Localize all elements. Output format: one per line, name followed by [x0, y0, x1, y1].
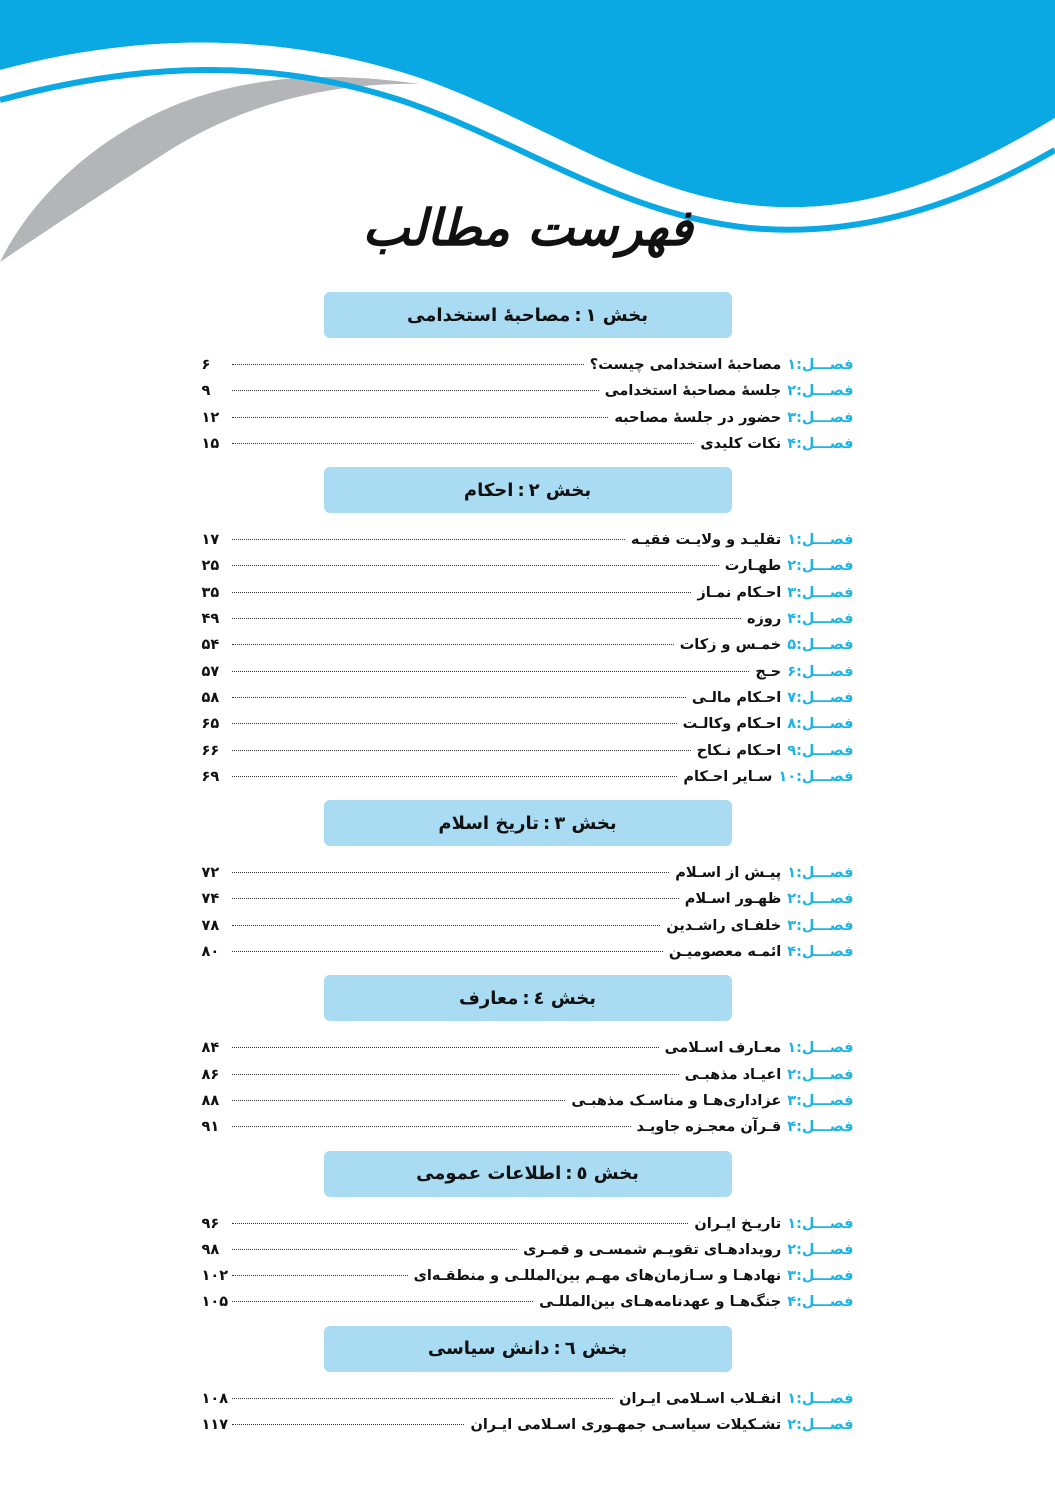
dot-leader	[232, 417, 609, 418]
chapter-title: خلفـای راشـدین	[666, 917, 782, 934]
toc-section	[0, 975, 1055, 1140]
chapter-title: مصاحبهٔ استخدامی چیست؟	[589, 357, 782, 373]
section-label: بخش ۱	[585, 304, 648, 326]
dot-leader	[232, 1126, 631, 1127]
chapter-label: فصـــل	[801, 357, 854, 373]
dot-leader	[232, 697, 686, 698]
chapter-title: احـکام وکالـت	[682, 716, 782, 733]
chapter-title: ظهـور اسـلام	[684, 891, 782, 908]
chapter-number: ۱:	[787, 357, 802, 373]
dot-leader	[232, 364, 584, 365]
chapter-label: فصـــل	[801, 1268, 854, 1285]
section-separator: :	[542, 812, 551, 834]
dot-leader	[232, 592, 692, 593]
chapter-title: تشـکیلات سیاسـی جمهـوری اسـلامی ایـران	[470, 1417, 782, 1434]
section-separator: :	[517, 479, 525, 501]
section-name: اطلاعات عمومی	[416, 1163, 562, 1185]
chapter-number: ۳:	[787, 917, 802, 934]
chapter-number: ۵:	[787, 637, 802, 654]
dot-leader	[232, 390, 599, 391]
toc-entry[interactable]	[202, 913, 854, 939]
section-header	[324, 467, 732, 513]
chapter-label: فصـــل	[801, 891, 854, 908]
dot-leader	[232, 1223, 689, 1224]
chapter-number: ۳:	[787, 1092, 802, 1109]
section-separator: :	[574, 304, 582, 326]
section-separator: :	[565, 1163, 573, 1185]
toc-entry[interactable]	[202, 405, 854, 431]
dot-leader	[232, 565, 719, 566]
toc-section	[0, 1151, 1055, 1316]
dot-leader	[232, 618, 741, 619]
chapter-title: احـکام نـکاح	[696, 742, 782, 759]
chapter-number: ۲:	[787, 1241, 802, 1258]
chapter-title: طهـارت	[724, 558, 782, 575]
section-name: تاریخ اسلام	[438, 812, 539, 834]
dot-leader	[232, 1275, 408, 1276]
chapter-label: فصـــل	[801, 1119, 854, 1136]
chapter-title: قـرآن معجـزه جاویـد	[636, 1119, 782, 1136]
toc-entry[interactable]	[202, 1035, 854, 1061]
chapter-label: فصـــل	[801, 1390, 854, 1407]
chapter-title: سـایر احـکام	[683, 768, 773, 785]
toc-entry[interactable]	[202, 685, 854, 711]
toc-entry[interactable]	[202, 711, 854, 737]
dot-leader	[232, 1074, 679, 1075]
toc-section	[0, 800, 1055, 965]
chapter-number: ۷:	[787, 689, 802, 706]
chapter-label: فصـــل	[801, 435, 854, 452]
wave-blue-fill	[0, 0, 1055, 207]
chapter-label: فصـــل	[801, 865, 854, 882]
section-header	[324, 975, 732, 1021]
section-header	[324, 800, 732, 846]
page-number: ۵۷	[201, 663, 220, 680]
dot-leader	[232, 872, 670, 873]
dot-leader	[232, 723, 677, 724]
chapter-label: فصـــل	[801, 1066, 854, 1083]
chapter-label: فصـــل	[801, 1241, 854, 1258]
chapter-number: ۲:	[787, 891, 802, 908]
dot-leader	[232, 1424, 465, 1425]
chapter-title: رویدادهـای تقویـم شمسـی و قمـری	[523, 1241, 782, 1258]
chapter-label: فصـــل	[801, 558, 854, 575]
toc-entry[interactable]	[202, 1211, 854, 1237]
chapter-label: فصـــل	[801, 663, 854, 680]
chapter-number: ۱:	[787, 1390, 802, 1407]
page-number: ۱۰۵	[201, 1294, 229, 1311]
chapter-label: فصـــل	[801, 383, 854, 400]
toc-entry[interactable]	[202, 378, 854, 404]
chapter-label: فصـــل	[801, 409, 854, 426]
dot-leader	[232, 1398, 614, 1399]
section-name: مصاحبهٔ استخدامی	[407, 304, 571, 326]
dot-leader	[232, 644, 674, 645]
toc-entry[interactable]	[202, 606, 854, 632]
chapter-number: ۲:	[787, 1417, 802, 1434]
chapter-number: ۳:	[787, 409, 802, 426]
chapter-label: فصـــل	[801, 716, 854, 733]
chapter-title: انقـلاب اسـلامی ایـران	[619, 1390, 782, 1407]
dot-leader	[232, 539, 625, 540]
section-name: احکام	[463, 479, 514, 501]
dot-leader	[232, 898, 679, 899]
toc-entry[interactable]	[202, 1088, 854, 1114]
page-number: ۸۴	[201, 1040, 220, 1057]
page-number: ۵۴	[201, 637, 220, 654]
chapter-title: پیـش از اسـلام	[675, 865, 782, 882]
section-label: بخش ۳	[554, 812, 617, 834]
chapter-number: ۴:	[787, 1294, 802, 1311]
chapter-title: حضور در جلسهٔ مصاحبه	[614, 409, 782, 426]
toc-entry[interactable]	[202, 632, 854, 658]
chapter-title: جلسهٔ مصاحبهٔ استخدامی	[604, 383, 782, 400]
page-number: ۷۸	[201, 917, 220, 934]
section-name: معارف	[459, 987, 519, 1009]
chapter-title: عزاداری‌هـا و مناسـک مذهبـی	[571, 1092, 782, 1109]
toc-section	[0, 1326, 1055, 1439]
dot-leader	[232, 750, 691, 751]
section-label: بخش ٦	[564, 1338, 628, 1360]
chapter-label: فصـــل	[801, 611, 854, 628]
toc-entry[interactable]	[202, 1412, 854, 1438]
toc-entry[interactable]	[202, 1289, 854, 1315]
toc-entry[interactable]	[202, 1062, 854, 1088]
chapter-label: فصـــل	[801, 742, 854, 759]
chapter-title: احـکام مالـی	[691, 689, 782, 706]
section-label: بخش ٥	[576, 1163, 639, 1185]
page-title: فهرست مطالب	[362, 198, 693, 257]
chapter-label: فصـــل	[801, 1294, 854, 1311]
section-label: بخش ۲	[528, 479, 592, 501]
chapter-title: تقلیـد و ولایـت فقیـه	[630, 532, 782, 549]
section-separator: :	[522, 987, 530, 1009]
chapter-number: ۱:	[787, 865, 802, 882]
section-name: دانش سیاسی	[427, 1338, 550, 1360]
chapter-title: احـکام نمـاز	[697, 584, 782, 601]
toc-section	[0, 292, 1055, 457]
page-number: ۹	[201, 383, 211, 400]
chapter-title: خمـس و زکات	[679, 637, 782, 654]
toc-entry[interactable]	[202, 860, 854, 886]
chapter-number: ۹:	[787, 742, 802, 759]
chapter-number: ۲:	[787, 1066, 802, 1083]
page-number: ۱۱۷	[201, 1417, 229, 1434]
dot-leader	[232, 1047, 659, 1048]
chapter-label: فصـــل	[801, 768, 854, 785]
chapter-label: فصـــل	[801, 584, 854, 601]
chapter-number: ۱:	[787, 1215, 802, 1232]
chapter-number: ۱:	[787, 1040, 802, 1057]
page-number: ۱۰۸	[201, 1390, 229, 1407]
chapter-title: نهادهـا و سـازمان‌های مهـم بین‌المللـی و منطقـه‌ای	[413, 1268, 782, 1285]
page-number: ۷۴	[201, 891, 220, 908]
toc-entry[interactable]	[202, 764, 854, 790]
table-of-contents	[0, 292, 1055, 1448]
dot-leader	[232, 1301, 534, 1302]
page-number: ۱۵	[201, 435, 220, 452]
toc-entry[interactable]	[202, 886, 854, 912]
chapter-label: فصـــل	[801, 917, 854, 934]
page-number: ۹۱	[201, 1119, 220, 1136]
section-header	[324, 1326, 732, 1372]
dot-leader	[232, 443, 695, 444]
chapter-title: ائمـه معصومیـن	[668, 944, 782, 961]
chapter-number: ۳:	[787, 1268, 802, 1285]
section-separator: :	[553, 1338, 561, 1360]
chapter-label: فصـــل	[801, 532, 854, 549]
chapter-number: ۴:	[787, 611, 802, 628]
page-number: ۸۶	[201, 1066, 220, 1083]
toc-entry[interactable]	[202, 1386, 854, 1412]
toc-entry[interactable]	[202, 553, 854, 579]
dot-leader	[232, 1100, 566, 1101]
section-label: بخش ٤	[533, 987, 596, 1009]
page-number: ۶۶	[201, 742, 220, 759]
section-header	[324, 292, 732, 338]
page-number: ۲۵	[201, 558, 220, 575]
chapter-label: فصـــل	[801, 944, 854, 961]
toc-entry[interactable]	[202, 939, 854, 965]
chapter-label: فصـــل	[801, 689, 854, 706]
page-number: ۱۷	[201, 532, 220, 549]
chapter-number: ۱۰:	[778, 768, 802, 785]
chapter-title: اعیـاد مذهبـی	[684, 1066, 782, 1083]
toc-entry[interactable]	[202, 431, 854, 457]
toc-entry[interactable]	[202, 527, 854, 553]
toc-entry[interactable]	[202, 352, 854, 378]
toc-entry[interactable]	[202, 1263, 854, 1289]
toc-entry[interactable]	[202, 738, 854, 764]
page-number: ۶	[201, 357, 211, 373]
chapter-number: ۶:	[787, 663, 802, 680]
page-number: ۵۸	[201, 689, 220, 706]
page-number: ۳۵	[201, 584, 220, 601]
toc-entry[interactable]	[202, 659, 854, 685]
page-number: ۶۹	[201, 768, 220, 785]
chapter-title: روزه	[746, 611, 782, 628]
chapter-number: ۸:	[787, 716, 802, 733]
page-number: ۸۰	[201, 944, 220, 961]
chapter-number: ۲:	[787, 558, 802, 575]
chapter-title: تاریـخ ایـران	[694, 1215, 782, 1232]
chapter-title: جنگ‌هـا و عهدنامه‌هـای بین‌المللـی	[539, 1294, 782, 1311]
dot-leader	[232, 1249, 518, 1250]
dot-leader	[232, 951, 663, 952]
chapter-label: فصـــل	[801, 1040, 854, 1057]
chapter-number: ۳:	[787, 584, 802, 601]
chapter-number: ۲:	[787, 383, 802, 400]
chapter-title: حـج	[755, 663, 782, 680]
chapter-title: نکات کلیدی	[700, 435, 782, 452]
page-number: ۷۲	[201, 865, 220, 882]
page-number: ۴۹	[201, 611, 220, 628]
dot-leader	[232, 925, 661, 926]
chapter-number: ۴:	[787, 944, 802, 961]
chapter-label: فصـــل	[801, 637, 854, 654]
chapter-number: ۱:	[787, 532, 802, 549]
page-number: ۱۲	[201, 409, 220, 426]
toc-section	[0, 467, 1055, 790]
chapter-number: ۴:	[787, 435, 802, 452]
page-number: ۹۸	[201, 1241, 220, 1258]
section-header	[324, 1151, 732, 1197]
chapter-label: فصـــل	[801, 1215, 854, 1232]
page-number: ۸۸	[201, 1092, 220, 1109]
toc-entry[interactable]	[202, 1237, 854, 1263]
chapter-label: فصـــل	[801, 1417, 854, 1434]
toc-entry[interactable]	[202, 1114, 854, 1140]
page-number: ۶۵	[201, 716, 220, 733]
dot-leader	[232, 776, 678, 777]
chapter-number: ۴:	[787, 1119, 802, 1136]
chapter-label: فصـــل	[801, 1092, 854, 1109]
chapter-title: معـارف اسـلامی	[664, 1040, 782, 1057]
dot-leader	[232, 671, 750, 672]
page-number: ۹۶	[201, 1215, 220, 1232]
toc-entry[interactable]	[202, 580, 854, 606]
page-number: ۱۰۲	[201, 1268, 229, 1285]
